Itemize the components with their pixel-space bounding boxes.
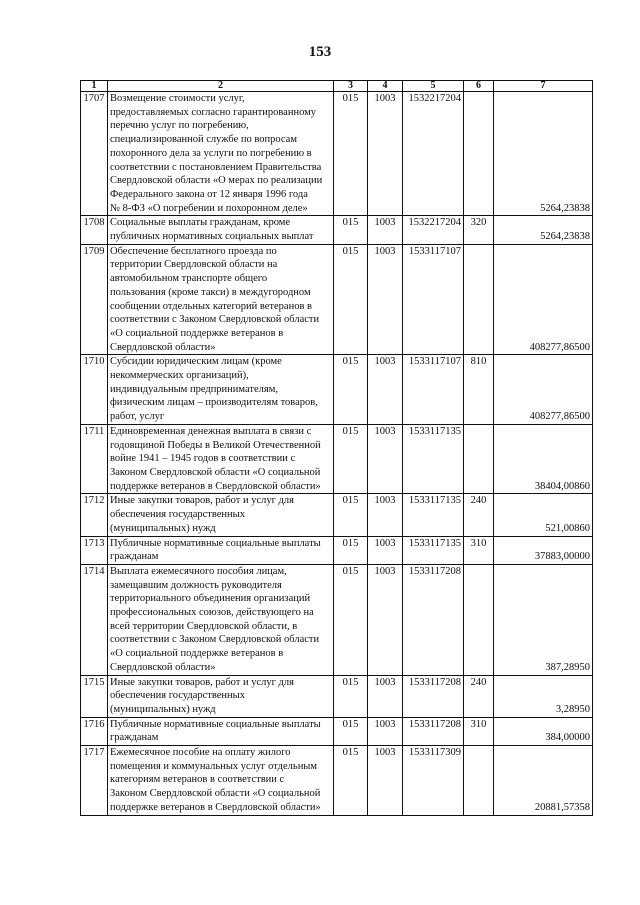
row-number: 1715	[81, 675, 108, 717]
target-article-code: 1532217204	[403, 216, 464, 244]
amount: 20881,57358	[494, 746, 593, 816]
ministry-code: 015	[334, 675, 368, 717]
amount: 38404,00860	[494, 424, 593, 494]
expense-type-code: 320	[464, 216, 494, 244]
expense-type-code	[464, 564, 494, 675]
section-code: 1003	[368, 717, 403, 745]
table-row	[81, 355, 593, 425]
ministry-code: 015	[334, 536, 368, 564]
row-number: 1711	[81, 424, 108, 494]
expense-type-code: 240	[464, 494, 494, 536]
column-header-4: 4	[368, 81, 403, 92]
table-row	[81, 494, 593, 536]
target-article-code: 1533117107	[403, 244, 464, 355]
table-row	[81, 536, 593, 564]
column-header-6: 6	[464, 81, 494, 92]
table-row	[81, 675, 593, 717]
budget-table	[80, 80, 593, 816]
header-row	[81, 81, 593, 92]
target-article-code: 1533117135	[403, 536, 464, 564]
target-article-code: 1533117208	[403, 675, 464, 717]
target-article-code: 1533117309	[403, 746, 464, 816]
target-article-code: 1533117208	[403, 717, 464, 745]
page-number: 153	[308, 44, 332, 60]
amount: 408277,86500	[494, 355, 593, 425]
column-header-2: 2	[108, 81, 334, 92]
column-header-1: 1	[81, 81, 108, 92]
column-header-3: 3	[334, 81, 368, 92]
amount: 408277,86500	[494, 244, 593, 355]
section-code: 1003	[368, 216, 403, 244]
expense-type-code: 310	[464, 536, 494, 564]
ministry-code: 015	[334, 717, 368, 745]
amount: 3,28950	[494, 675, 593, 717]
amount: 37883,00000	[494, 536, 593, 564]
target-article-code: 1533117135	[403, 424, 464, 494]
expense-type-code	[464, 746, 494, 816]
amount: 521,00860	[494, 494, 593, 536]
table-row	[81, 746, 593, 816]
expense-type-code: 810	[464, 355, 494, 425]
amount: 5264,23838	[494, 216, 593, 244]
table-row	[81, 424, 593, 494]
table-body	[81, 92, 593, 816]
row-number: 1712	[81, 494, 108, 536]
section-code: 1003	[368, 355, 403, 425]
expense-type-code: 310	[464, 717, 494, 745]
row-number: 1717	[81, 746, 108, 816]
expense-type-code	[464, 92, 494, 216]
row-description: Единовременная денежная выплата в связи с годовщиной Победы в Великой Отечественной войне 1941 – 1945 годов в соответствии с Законом Свердловской области «О социальной поддержке ветеранов в Свердловской области»	[108, 424, 334, 494]
expense-type-code	[464, 424, 494, 494]
table-row	[81, 216, 593, 244]
section-code: 1003	[368, 92, 403, 216]
ministry-code: 015	[334, 746, 368, 816]
row-description: Иные закупки товаров, работ и услуг для обеспечения государственных (муниципальных) нужд	[108, 494, 334, 536]
table-row	[81, 92, 593, 216]
ministry-code: 015	[334, 244, 368, 355]
section-code: 1003	[368, 564, 403, 675]
section-code: 1003	[368, 675, 403, 717]
amount: 387,28950	[494, 564, 593, 675]
row-description: Ежемесячное пособие на оплату жилого помещения и коммунальных услуг отдельным категориям ветеранов в соответствии с Законом Свердловской области «О социальной поддержке ветеранов в Свердловской области»	[108, 746, 334, 816]
target-article-code: 1533117208	[403, 564, 464, 675]
table-row	[81, 717, 593, 745]
ministry-code: 015	[334, 355, 368, 425]
ministry-code: 015	[334, 564, 368, 675]
table-header	[81, 81, 593, 92]
row-description: Выплата ежемесячного пособия лицам, замещавшим должность руководителя территориального объединения организаций профессиональных союзов, действующего на всей территории Свердловской области, в соответствии с Законом Свердловской области «О социальной поддержке ветеранов в Свердловской области»	[108, 564, 334, 675]
row-description: Возмещение стоимости услуг, предоставляемых согласно гарантированному перечню услуг по погребению, специализированной службе по вопросам похоронного дела за услуги по погребению в соответствии с постановлением Правительства Свердловской области «О мерах по реализации Федерального закона от 12 января 1996 года № 8-ФЗ «О погребении и похоронном деле»	[108, 92, 334, 216]
section-code: 1003	[368, 746, 403, 816]
row-description: Публичные нормативные социальные выплаты гражданам	[108, 717, 334, 745]
column-header-7: 7	[494, 81, 593, 92]
row-number: 1707	[81, 92, 108, 216]
row-number: 1708	[81, 216, 108, 244]
row-number: 1713	[81, 536, 108, 564]
row-description: Обеспечение бесплатного проезда по территории Свердловской области на автомобильном транспорте общего пользования (кроме такси) в междугородном сообщении отдельных категорий ветеранов в соответствии с Законом Свердловской области «О социальной поддержке ветеранов в Свердловской области»	[108, 244, 334, 355]
ministry-code: 015	[334, 92, 368, 216]
ministry-code: 015	[334, 424, 368, 494]
ministry-code: 015	[334, 216, 368, 244]
target-article-code: 1533117107	[403, 355, 464, 425]
row-number: 1716	[81, 717, 108, 745]
column-header-5: 5	[403, 81, 464, 92]
row-description: Субсидии юридическим лицам (кроме некоммерческих организаций), индивидуальным предпринимателям, физическим лицам – производителям товаров, работ, услуг	[108, 355, 334, 425]
table-row	[81, 564, 593, 675]
table-row	[81, 244, 593, 355]
target-article-code: 1533117135	[403, 494, 464, 536]
row-number: 1709	[81, 244, 108, 355]
section-code: 1003	[368, 536, 403, 564]
section-code: 1003	[368, 244, 403, 355]
row-description: Иные закупки товаров, работ и услуг для обеспечения государственных (муниципальных) нужд	[108, 675, 334, 717]
row-description: Социальные выплаты гражданам, кроме публичных нормативных социальных выплат	[108, 216, 334, 244]
amount: 384,00000	[494, 717, 593, 745]
expense-type-code: 240	[464, 675, 494, 717]
target-article-code: 1532217204	[403, 92, 464, 216]
expense-type-code	[464, 244, 494, 355]
row-description: Публичные нормативные социальные выплаты гражданам	[108, 536, 334, 564]
amount: 5264,23838	[494, 92, 593, 216]
section-code: 1003	[368, 424, 403, 494]
row-number: 1710	[81, 355, 108, 425]
row-number: 1714	[81, 564, 108, 675]
ministry-code: 015	[334, 494, 368, 536]
section-code: 1003	[368, 494, 403, 536]
